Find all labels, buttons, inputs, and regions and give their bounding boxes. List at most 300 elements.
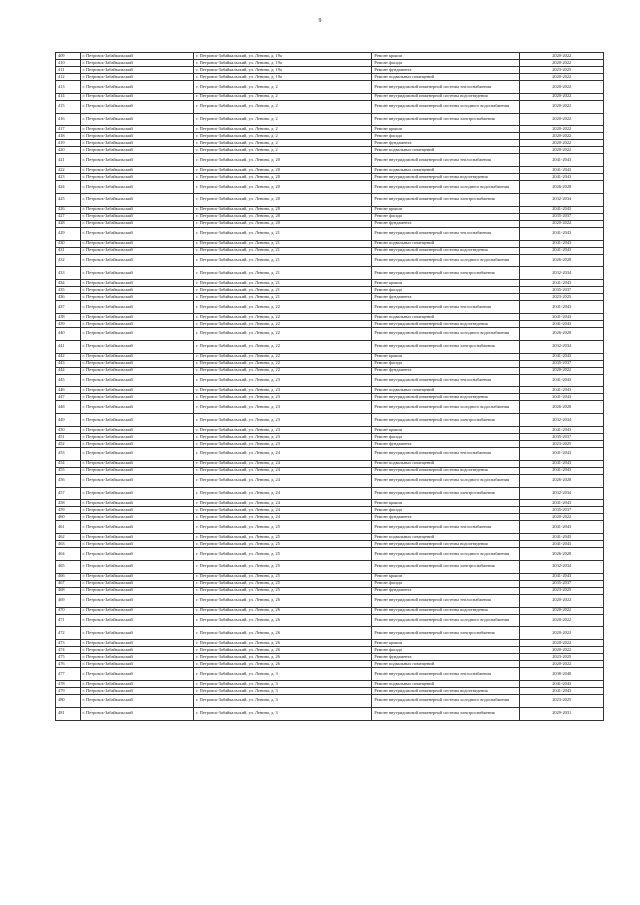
table-row [56, 521, 604, 534]
table-row [56, 573, 604, 580]
address-cell: г. Петровск-Забайкальский, ул. Ленина, д. 25 [194, 541, 372, 548]
table-row [56, 426, 604, 433]
work-type-cell: Ремонт фасада [372, 433, 520, 440]
address-cell: г. Петровск-Забайкальский, ул. Ленина, д. 26 [194, 627, 372, 640]
municipality-cell: г. Петровск-Забайкальский [80, 367, 194, 374]
table-row [56, 534, 604, 541]
row-number: 479 [56, 687, 81, 694]
table-body [56, 53, 604, 721]
address-cell: г. Петровск-Забайкальский, ул. Ленина, д. 25 [194, 580, 372, 587]
table-row [56, 627, 604, 640]
municipality-cell: г. Петровск-Забайкальский [80, 661, 194, 668]
work-type-cell: Ремонт фасада [372, 287, 520, 294]
table-row [56, 654, 604, 661]
address-cell: г. Петровск-Забайкальский, ул. Ленина, д. 3 [194, 707, 372, 720]
row-number: 411 [56, 67, 81, 74]
period-cell: 2032-2034 [520, 487, 604, 500]
work-type-cell: Ремонт крыши [372, 126, 520, 133]
work-type-cell: Ремонт внутридомовой инженерной системы холодного водоснабжения [372, 614, 520, 627]
row-number: 413 [56, 81, 81, 94]
work-type-cell: Ремонт подвальных помещений [372, 680, 520, 687]
work-type-cell: Ремонт фасада [372, 213, 520, 220]
row-number: 444 [56, 367, 81, 374]
table-row [56, 247, 604, 254]
address-cell: г. Петровск-Забайкальский, ул. Ленина, д. 20 [194, 206, 372, 213]
municipality-cell: г. Петровск-Забайкальский [80, 287, 194, 294]
municipality-cell: г. Петровск-Забайкальский [80, 100, 194, 113]
municipality-cell: г. Петровск-Забайкальский [80, 654, 194, 661]
municipality-cell: г. Петровск-Забайкальский [80, 534, 194, 541]
work-type-cell: Ремонт фасада [372, 60, 520, 67]
municipality-cell: г. Петровск-Забайкальский [80, 220, 194, 227]
table-row [56, 500, 604, 507]
address-cell: г. Петровск-Забайкальский, ул. Ленина, д. 22 [194, 340, 372, 353]
address-cell: г. Петровск-Забайкальский, ул. Ленина, д. 26 [194, 647, 372, 654]
work-type-cell: Ремонт крыши [372, 53, 520, 60]
period-cell: 2020-2022 [520, 614, 604, 627]
work-type-cell: Ремонт крыши [372, 353, 520, 360]
period-cell: 2020-2022 [520, 53, 604, 60]
row-number: 458 [56, 500, 81, 507]
work-type-cell: Ремонт внутридомовой инженерной системы холодного водоснабжения [372, 327, 520, 340]
row-number: 464 [56, 548, 81, 561]
municipality-cell: г. Петровск-Забайкальский [80, 414, 194, 427]
period-cell: 2020-2022 [520, 367, 604, 374]
address-cell: г. Петровск-Забайкальский, ул. Ленина, д. 24 [194, 447, 372, 460]
table-row [56, 287, 604, 294]
row-number: 410 [56, 60, 81, 67]
municipality-cell: г. Петровск-Забайкальский [80, 640, 194, 647]
row-number: 465 [56, 560, 81, 573]
table-row [56, 254, 604, 267]
municipality-cell: г. Петровск-Забайкальский [80, 507, 194, 514]
address-cell: г. Петровск-Забайкальский, ул. Ленина, д. 22 [194, 301, 372, 314]
municipality-cell: г. Петровск-Забайкальский [80, 587, 194, 594]
row-number: 441 [56, 340, 81, 353]
period-cell: 2023-2025 [520, 587, 604, 594]
address-cell: г. Петровск-Забайкальский, ул. Ленина, д. 3 [194, 694, 372, 707]
address-cell: г. Петровск-Забайкальский, ул. Ленина, д. 20 [194, 154, 372, 167]
period-cell: 2041-2043 [520, 447, 604, 460]
address-cell: г. Петровск-Забайкальский, ул. Ленина, д. 21 [194, 287, 372, 294]
row-number: 436 [56, 294, 81, 301]
municipality-cell: г. Петровск-Забайкальский [80, 247, 194, 254]
address-cell: г. Петровск-Забайкальский, ул. Ленина, д. 23 [194, 401, 372, 414]
municipality-cell: г. Петровск-Забайкальский [80, 647, 194, 654]
municipality-cell: г. Петровск-Забайкальский [80, 174, 194, 181]
period-cell: 2035-2037 [520, 360, 604, 367]
period-cell: 2035-2037 [520, 287, 604, 294]
table-row [56, 474, 604, 487]
municipality-cell: г. Петровск-Забайкальский [80, 81, 194, 94]
municipality-cell: г. Петровск-Забайкальский [80, 227, 194, 240]
table-row [56, 514, 604, 521]
municipality-cell: г. Петровск-Забайкальский [80, 614, 194, 627]
period-cell: 2041-2043 [520, 320, 604, 327]
period-cell: 2020-2022 [520, 607, 604, 614]
period-cell: 2023-2025 [520, 654, 604, 661]
address-cell: г. Петровск-Забайкальский, ул. Ленина, д. 25 [194, 560, 372, 573]
work-type-cell: Ремонт крыши [372, 280, 520, 287]
row-number: 438 [56, 313, 81, 320]
row-number: 459 [56, 507, 81, 514]
table-row [56, 668, 604, 681]
municipality-cell: г. Петровск-Забайкальский [80, 294, 194, 301]
period-cell: 2041-2043 [520, 467, 604, 474]
row-number: 463 [56, 541, 81, 548]
address-cell: г. Петровск-Забайкальский, ул. Ленина, д. 19а [194, 74, 372, 81]
address-cell: г. Петровск-Забайкальский, ул. Ленина, д. 20 [194, 181, 372, 194]
work-type-cell: Ремонт внутридомовой инженерной системы водоотведения [372, 607, 520, 614]
municipality-cell: г. Петровск-Забайкальский [80, 541, 194, 548]
municipality-cell: г. Петровск-Забайкальский [80, 387, 194, 394]
table-row [56, 661, 604, 668]
work-type-cell: Ремонт внутридомовой инженерной системы холодного водоснабжения [372, 474, 520, 487]
address-cell: г. Петровск-Забайкальский, ул. Ленина, д. 19а [194, 60, 372, 67]
address-cell: г. Петровск-Забайкальский, ул. Ленина, д. 26 [194, 594, 372, 607]
period-cell: 2020-2022 [520, 93, 604, 100]
work-type-cell: Ремонт фундамента [372, 220, 520, 227]
period-cell: 2023-2025 [520, 67, 604, 74]
municipality-cell: г. Петровск-Забайкальский [80, 240, 194, 247]
address-cell: г. Петровск-Забайкальский, ул. Ленина, д. 23 [194, 414, 372, 427]
address-cell: г. Петровск-Забайкальский, ул. Ленина, д. 23 [194, 394, 372, 401]
row-number: 439 [56, 320, 81, 327]
table-row [56, 487, 604, 500]
address-cell: г. Петровск-Забайкальский, ул. Ленина, д. 21 [194, 267, 372, 280]
table-row [56, 193, 604, 206]
work-type-cell: Ремонт внутридомовой инженерной системы водоотведения [372, 541, 520, 548]
work-type-cell: Ремонт подвальных помещений [372, 147, 520, 154]
row-number: 469 [56, 594, 81, 607]
row-number: 447 [56, 394, 81, 401]
municipality-cell: г. Петровск-Забайкальский [80, 140, 194, 147]
municipality-cell: г. Петровск-Забайкальский [80, 126, 194, 133]
municipality-cell: г. Петровск-Забайкальский [80, 340, 194, 353]
period-cell: 2041-2043 [520, 206, 604, 213]
table-row [56, 53, 604, 60]
table-row [56, 447, 604, 460]
period-cell: 2041-2043 [520, 374, 604, 387]
period-cell: 2041-2043 [520, 301, 604, 314]
municipality-cell: г. Петровск-Забайкальский [80, 500, 194, 507]
row-number: 424 [56, 181, 81, 194]
period-cell: 2020-2022 [520, 147, 604, 154]
address-cell: г. Петровск-Забайкальский, ул. Ленина, д. 20 [194, 220, 372, 227]
address-cell: г. Петровск-Забайкальский, ул. Ленина, д. 24 [194, 500, 372, 507]
work-type-cell: Ремонт внутридомовой инженерной системы теплоснабжения [372, 521, 520, 534]
table-row [56, 607, 604, 614]
municipality-cell: г. Петровск-Забайкальский [80, 267, 194, 280]
address-cell: г. Петровск-Забайкальский, ул. Ленина, д. 20 [194, 213, 372, 220]
address-cell: г. Петровск-Забайкальский, ул. Ленина, д. 21 [194, 280, 372, 287]
address-cell: г. Петровск-Забайкальский, ул. Ленина, д. 26 [194, 640, 372, 647]
municipality-cell: г. Петровск-Забайкальский [80, 680, 194, 687]
work-type-cell: Ремонт крыши [372, 573, 520, 580]
table-row [56, 647, 604, 654]
table-row [56, 367, 604, 374]
period-cell: 2041-2043 [520, 280, 604, 287]
work-type-cell: Ремонт внутридомовой инженерной системы водоотведения [372, 394, 520, 401]
row-number: 454 [56, 460, 81, 467]
work-type-cell: Ремонт подвальных помещений [372, 661, 520, 668]
row-number: 412 [56, 74, 81, 81]
work-type-cell: Ремонт фундамента [372, 654, 520, 661]
municipality-cell: г. Петровск-Забайкальский [80, 401, 194, 414]
work-type-cell: Ремонт подвальных помещений [372, 387, 520, 394]
municipality-cell: г. Петровск-Забайкальский [80, 167, 194, 174]
row-number: 414 [56, 93, 81, 100]
row-number: 456 [56, 474, 81, 487]
address-cell: г. Петровск-Забайкальский, ул. Ленина, д. 23 [194, 426, 372, 433]
address-cell: г. Петровск-Забайкальский, ул. Ленина, д. 21 [194, 227, 372, 240]
row-number: 420 [56, 147, 81, 154]
row-number: 467 [56, 580, 81, 587]
table-row [56, 687, 604, 694]
work-type-cell: Ремонт внутридомовой инженерной системы холодного водоснабжения [372, 401, 520, 414]
work-type-cell: Ремонт внутридомовой инженерной системы водоотведения [372, 247, 520, 254]
address-cell: г. Петровск-Забайкальский, ул. Ленина, д. 21 [194, 294, 372, 301]
work-type-cell: Ремонт крыши [372, 426, 520, 433]
municipality-cell: г. Петровск-Забайкальский [80, 353, 194, 360]
address-cell: г. Петровск-Забайкальский, ул. Ленина, д. 23 [194, 440, 372, 447]
row-number: 446 [56, 387, 81, 394]
row-number: 481 [56, 707, 81, 720]
period-cell: 2038-2040 [520, 668, 604, 681]
work-type-cell: Ремонт внутридомовой инженерной системы электроснабжения [372, 707, 520, 720]
work-type-cell: Ремонт фасада [372, 133, 520, 140]
work-type-cell: Ремонт крыши [372, 206, 520, 213]
row-number: 421 [56, 154, 81, 167]
table-row [56, 140, 604, 147]
row-number: 453 [56, 447, 81, 460]
address-cell: г. Петровск-Забайкальский, ул. Ленина, д. 21 [194, 247, 372, 254]
table-row [56, 133, 604, 140]
period-cell: 2020-2022 [520, 60, 604, 67]
work-type-cell: Ремонт фундамента [372, 514, 520, 521]
address-cell: г. Петровск-Забайкальский, ул. Ленина, д. 2 [194, 147, 372, 154]
work-type-cell: Ремонт внутридомовой инженерной системы теплоснабжения [372, 374, 520, 387]
row-number: 452 [56, 440, 81, 447]
address-cell: г. Петровск-Забайкальский, ул. Ленина, д. 3 [194, 680, 372, 687]
work-type-cell: Ремонт внутридомовой инженерной системы теплоснабжения [372, 668, 520, 681]
municipality-cell: г. Петровск-Забайкальский [80, 147, 194, 154]
municipality-cell: г. Петровск-Забайкальский [80, 154, 194, 167]
address-cell: г. Петровск-Забайкальский, ул. Ленина, д. 25 [194, 521, 372, 534]
row-number: 433 [56, 267, 81, 280]
row-number: 416 [56, 113, 81, 126]
row-number: 445 [56, 374, 81, 387]
address-cell: г. Петровск-Забайкальский, ул. Ленина, д. 23 [194, 433, 372, 440]
period-cell: 2020-2022 [520, 133, 604, 140]
address-cell: г. Петровск-Забайкальский, ул. Ленина, д. 20 [194, 167, 372, 174]
period-cell: 2041-2043 [520, 167, 604, 174]
table-row [56, 126, 604, 133]
table-row [56, 181, 604, 194]
work-type-cell: Ремонт фасада [372, 507, 520, 514]
period-cell: 2020-2022 [520, 640, 604, 647]
work-type-cell: Ремонт внутридомовой инженерной системы холодного водоснабжения [372, 548, 520, 561]
period-cell: 2041-2043 [520, 387, 604, 394]
period-cell: 2023-2025 [520, 440, 604, 447]
period-cell: 2035-2037 [520, 507, 604, 514]
municipality-cell: г. Петровск-Забайкальский [80, 360, 194, 367]
table-row [56, 154, 604, 167]
table-row [56, 548, 604, 561]
period-cell: 2041-2043 [520, 353, 604, 360]
work-type-cell: Ремонт внутридомовой инженерной системы холодного водоснабжения [372, 254, 520, 267]
municipality-cell: г. Петровск-Забайкальский [80, 627, 194, 640]
address-cell: г. Петровск-Забайкальский, ул. Ленина, д. 22 [194, 320, 372, 327]
work-type-cell: Ремонт крыши [372, 500, 520, 507]
address-cell: г. Петровск-Забайкальский, ул. Ленина, д. 2 [194, 126, 372, 133]
municipality-cell: г. Петровск-Забайкальский [80, 607, 194, 614]
period-cell: 2032-2034 [520, 267, 604, 280]
row-number: 473 [56, 640, 81, 647]
table-row [56, 507, 604, 514]
municipality-cell: г. Петровск-Забайкальский [80, 460, 194, 467]
work-type-cell: Ремонт внутридомовой инженерной системы электроснабжения [372, 267, 520, 280]
address-cell: г. Петровск-Забайкальский, ул. Ленина, д. 23 [194, 387, 372, 394]
period-cell: 2041-2043 [520, 541, 604, 548]
row-number: 417 [56, 126, 81, 133]
address-cell: г. Петровск-Забайкальский, ул. Ленина, д. 2 [194, 93, 372, 100]
address-cell: г. Петровск-Забайкальский, ул. Ленина, д. 2 [194, 81, 372, 94]
municipality-cell: г. Петровск-Забайкальский [80, 133, 194, 140]
row-number: 434 [56, 280, 81, 287]
row-number: 472 [56, 627, 81, 640]
table-row [56, 227, 604, 240]
address-cell: г. Петровск-Забайкальский, ул. Ленина, д. 24 [194, 460, 372, 467]
table-row [56, 467, 604, 474]
period-cell: 2020-2022 [520, 627, 604, 640]
address-cell: г. Петровск-Забайкальский, ул. Ленина, д. 20 [194, 174, 372, 181]
municipality-cell: г. Петровск-Забайкальский [80, 113, 194, 126]
table-row [56, 401, 604, 414]
row-number: 478 [56, 680, 81, 687]
row-number: 471 [56, 614, 81, 627]
municipality-cell: г. Петровск-Забайкальский [80, 206, 194, 213]
work-type-cell: Ремонт фундамента [372, 294, 520, 301]
table-row [56, 414, 604, 427]
work-type-cell: Ремонт внутридомовой инженерной системы теплоснабжения [372, 301, 520, 314]
work-type-cell: Ремонт внутридомовой инженерной системы холодного водоснабжения [372, 100, 520, 113]
period-cell: 2035-2037 [520, 433, 604, 440]
municipality-cell: г. Петровск-Забайкальский [80, 560, 194, 573]
address-cell: г. Петровск-Забайкальский, ул. Ленина, д. 24 [194, 487, 372, 500]
period-cell: 2026-2028 [520, 254, 604, 267]
address-cell: г. Петровск-Забайкальский, ул. Ленина, д. 20 [194, 193, 372, 206]
row-number: 466 [56, 573, 81, 580]
period-cell: 2032-2034 [520, 193, 604, 206]
work-type-cell: Ремонт внутридомовой инженерной системы электроснабжения [372, 414, 520, 427]
row-number: 423 [56, 174, 81, 181]
row-number: 430 [56, 240, 81, 247]
period-cell: 2041-2043 [520, 154, 604, 167]
work-type-cell: Ремонт фасада [372, 360, 520, 367]
municipality-cell: г. Петровск-Забайкальский [80, 447, 194, 460]
period-cell: 2032-2034 [520, 560, 604, 573]
period-cell: 2020-2022 [520, 661, 604, 668]
municipality-cell: г. Петровск-Забайкальский [80, 74, 194, 81]
municipality-cell: г. Петровск-Забайкальский [80, 327, 194, 340]
period-cell: 2041-2043 [520, 174, 604, 181]
work-type-cell: Ремонт внутридомовой инженерной системы электроснабжения [372, 627, 520, 640]
municipality-cell: г. Петровск-Забайкальский [80, 521, 194, 534]
work-type-cell: Ремонт внутридомовой инженерной системы холодного водоснабжения [372, 181, 520, 194]
municipality-cell: г. Петровск-Забайкальский [80, 313, 194, 320]
municipality-cell: г. Петровск-Забайкальский [80, 687, 194, 694]
period-cell: 2041-2043 [520, 573, 604, 580]
address-cell: г. Петровск-Забайкальский, ул. Ленина, д. 22 [194, 327, 372, 340]
row-number: 451 [56, 433, 81, 440]
municipality-cell: г. Петровск-Забайкальский [80, 487, 194, 500]
period-cell: 2020-2022 [520, 647, 604, 654]
table-row [56, 60, 604, 67]
row-number: 474 [56, 647, 81, 654]
row-number: 449 [56, 414, 81, 427]
municipality-cell: г. Петровск-Забайкальский [80, 67, 194, 74]
table-row [56, 640, 604, 647]
table-row [56, 113, 604, 126]
municipality-cell: г. Петровск-Забайкальский [80, 374, 194, 387]
address-cell: г. Петровск-Забайкальский, ул. Ленина, д. 3 [194, 668, 372, 681]
work-type-cell: Ремонт фундамента [372, 367, 520, 374]
work-type-cell: Ремонт внутридомовой инженерной системы электроснабжения [372, 193, 520, 206]
table-row [56, 340, 604, 353]
row-number: 426 [56, 206, 81, 213]
row-number: 475 [56, 654, 81, 661]
table-row [56, 294, 604, 301]
table-row [56, 327, 604, 340]
row-number: 419 [56, 140, 81, 147]
row-number: 461 [56, 521, 81, 534]
row-number: 409 [56, 53, 81, 60]
work-type-cell: Ремонт крыши [372, 640, 520, 647]
address-cell: г. Петровск-Забайкальский, ул. Ленина, д. 24 [194, 514, 372, 521]
work-type-cell: Ремонт фундамента [372, 440, 520, 447]
address-cell: г. Петровск-Забайкальский, ул. Ленина, д. 2 [194, 100, 372, 113]
table-row [56, 614, 604, 627]
municipality-cell: г. Петровск-Забайкальский [80, 694, 194, 707]
municipality-cell: г. Петровск-Забайкальский [80, 426, 194, 433]
period-cell: 2020-2022 [520, 140, 604, 147]
table-row [56, 374, 604, 387]
municipality-cell: г. Петровск-Забайкальский [80, 254, 194, 267]
municipality-cell: г. Петровск-Забайкальский [80, 573, 194, 580]
work-type-cell: Ремонт подвальных помещений [372, 534, 520, 541]
row-number: 435 [56, 287, 81, 294]
row-number: 468 [56, 587, 81, 594]
municipality-cell: г. Петровск-Забайкальский [80, 213, 194, 220]
row-number: 440 [56, 327, 81, 340]
row-number: 460 [56, 514, 81, 521]
address-cell: г. Петровск-Забайкальский, ул. Ленина, д. 24 [194, 507, 372, 514]
row-number: 425 [56, 193, 81, 206]
row-number: 442 [56, 353, 81, 360]
table-row [56, 93, 604, 100]
period-cell: 2023-2025 [520, 694, 604, 707]
row-number: 427 [56, 213, 81, 220]
municipality-cell: г. Петровск-Забайкальский [80, 193, 194, 206]
period-cell: 2020-2022 [520, 594, 604, 607]
period-cell: 2041-2043 [520, 394, 604, 401]
municipality-cell: г. Петровск-Забайкальский [80, 280, 194, 287]
address-cell: г. Петровск-Забайкальский, ул. Ленина, д. 25 [194, 587, 372, 594]
table-row [56, 360, 604, 367]
period-cell: 2020-2022 [520, 126, 604, 133]
municipality-cell: г. Петровск-Забайкальский [80, 301, 194, 314]
